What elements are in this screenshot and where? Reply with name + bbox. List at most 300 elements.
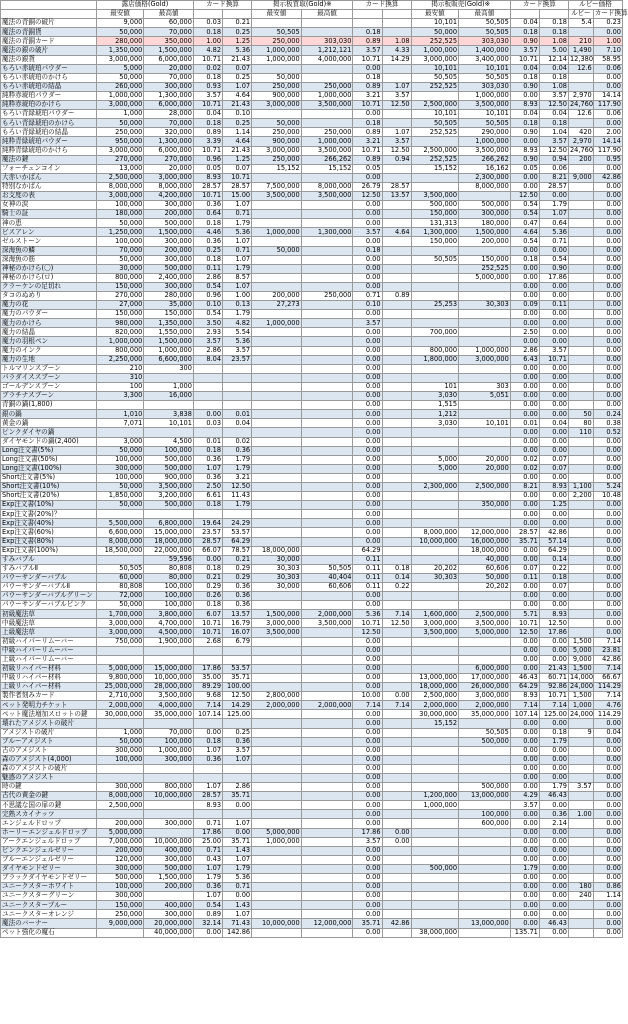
value-cell[interactable]: 0.00	[353, 710, 382, 719]
value-cell[interactable]: 3,000,000	[96, 628, 143, 637]
value-cell[interactable]: 1,000	[96, 728, 143, 737]
value-cell[interactable]	[459, 282, 511, 291]
value-cell[interactable]: 0.64	[539, 219, 568, 228]
value-cell[interactable]: 1.43	[223, 846, 252, 855]
value-cell[interactable]: 0.01	[193, 437, 222, 446]
value-cell[interactable]: 117.90	[593, 146, 622, 155]
value-cell[interactable]: 3,300	[96, 392, 143, 401]
value-cell[interactable]: 5,000,000	[96, 664, 143, 673]
value-cell[interactable]: 14.14	[593, 91, 622, 100]
item-name-cell[interactable]: アメジストの破片	[1, 728, 97, 737]
value-cell[interactable]: 2,000,000	[411, 701, 458, 710]
value-cell[interactable]: 26,000,000	[459, 683, 511, 692]
value-cell[interactable]: 1.00	[568, 810, 593, 819]
value-cell[interactable]	[252, 210, 302, 219]
value-cell[interactable]: 1.43	[223, 901, 252, 910]
value-cell[interactable]: 0.00	[353, 419, 382, 428]
value-cell[interactable]: 600,000	[459, 819, 511, 828]
value-cell[interactable]: 1,900,000	[144, 637, 194, 646]
value-cell[interactable]	[382, 64, 411, 73]
value-cell[interactable]: 20,000,000	[144, 919, 194, 928]
value-cell[interactable]	[568, 910, 593, 919]
value-cell[interactable]	[252, 801, 302, 810]
item-name-cell[interactable]: 魔力のインク	[1, 346, 97, 355]
value-cell[interactable]: 70,000	[144, 728, 194, 737]
value-cell[interactable]	[382, 355, 411, 364]
item-name-cell[interactable]: Exp注文書(10%)	[1, 501, 97, 510]
value-cell[interactable]: 42.86	[382, 919, 411, 928]
value-cell[interactable]	[568, 583, 593, 592]
item-name-cell[interactable]: 魔力のかけら	[1, 319, 97, 328]
item-name-cell[interactable]: 銀の鍋	[1, 410, 97, 419]
value-cell[interactable]: 250,000	[252, 155, 302, 164]
value-cell[interactable]	[411, 828, 458, 837]
value-cell[interactable]: 900,000	[144, 473, 194, 482]
value-cell[interactable]: 80,000	[144, 573, 194, 582]
value-cell[interactable]: 0.00	[510, 892, 539, 901]
value-cell[interactable]: 0.71	[223, 210, 252, 219]
value-cell[interactable]	[382, 928, 411, 937]
value-cell[interactable]: 1.07	[223, 201, 252, 210]
value-cell[interactable]	[252, 592, 302, 601]
value-cell[interactable]: 50,505	[411, 255, 458, 264]
item-name-cell[interactable]: もろい赤琥珀の結晶	[1, 82, 97, 91]
value-cell[interactable]: 150,000	[144, 310, 194, 319]
value-cell[interactable]: 3,000,000	[96, 191, 143, 200]
value-cell[interactable]: 0.00	[593, 464, 622, 473]
value-cell[interactable]: 0.00	[510, 746, 539, 755]
value-cell[interactable]: 0.00	[353, 382, 382, 391]
value-cell[interactable]	[382, 273, 411, 282]
value-cell[interactable]: 300,000	[144, 819, 194, 828]
value-cell[interactable]	[252, 19, 302, 28]
value-cell[interactable]: 500,000	[96, 874, 143, 883]
value-cell[interactable]: 12.6	[568, 110, 593, 119]
value-cell[interactable]: 6,000,000	[144, 55, 194, 64]
value-cell[interactable]: 125.00	[223, 710, 252, 719]
value-cell[interactable]: 2,500,000	[459, 482, 511, 491]
item-name-cell[interactable]: ゴールデンスプーン	[1, 382, 97, 391]
value-cell[interactable]	[223, 764, 252, 773]
value-cell[interactable]: 0.18	[353, 246, 382, 255]
value-cell[interactable]	[301, 783, 353, 792]
value-cell[interactable]: 3.57	[510, 801, 539, 810]
value-cell[interactable]: 1.14	[593, 892, 622, 901]
value-cell[interactable]	[382, 683, 411, 692]
value-cell[interactable]	[96, 764, 143, 773]
value-cell[interactable]: 1.07	[223, 855, 252, 864]
value-cell[interactable]: 15,152	[411, 164, 458, 173]
value-cell[interactable]: 60,000	[144, 19, 194, 28]
item-name-cell[interactable]: ペット強化の魔石	[1, 928, 97, 937]
value-cell[interactable]: 16,000,000	[459, 537, 511, 546]
value-cell[interactable]: 1.79	[223, 310, 252, 319]
value-cell[interactable]: 0.89	[353, 155, 382, 164]
value-cell[interactable]: 20,000	[459, 455, 511, 464]
value-cell[interactable]: 6,000,000	[144, 146, 194, 155]
value-cell[interactable]: 3,500,000	[301, 146, 353, 155]
value-cell[interactable]: 820,000	[96, 328, 143, 337]
value-cell[interactable]: 10,000,000	[411, 537, 458, 546]
value-cell[interactable]: 2,250,000	[96, 355, 143, 364]
value-cell[interactable]: 0.18	[193, 446, 222, 455]
value-cell[interactable]	[144, 810, 194, 819]
item-name-cell[interactable]: 女神の涙	[1, 201, 97, 210]
value-cell[interactable]: 0.00	[593, 282, 622, 291]
value-cell[interactable]: 50,000	[96, 482, 143, 491]
value-cell[interactable]	[411, 737, 458, 746]
value-cell[interactable]: 4.76	[593, 701, 622, 710]
value-cell[interactable]: 3.57	[353, 837, 382, 846]
value-cell[interactable]: 0.04	[539, 110, 568, 119]
item-name-cell[interactable]: パウーサンダーバブルピンク	[1, 601, 97, 610]
value-cell[interactable]	[252, 355, 302, 364]
value-cell[interactable]: 0.94	[382, 155, 411, 164]
value-cell[interactable]: 0.00	[593, 337, 622, 346]
value-cell[interactable]: 0.11	[539, 301, 568, 310]
value-cell[interactable]: 0.00	[353, 64, 382, 73]
value-cell[interactable]	[252, 901, 302, 910]
value-cell[interactable]: 6.61	[193, 492, 222, 501]
value-cell[interactable]: 35,000,000	[459, 710, 511, 719]
value-cell[interactable]: 1.07	[193, 892, 222, 901]
value-cell[interactable]	[382, 910, 411, 919]
value-cell[interactable]	[382, 792, 411, 801]
value-cell[interactable]: 0.00	[539, 846, 568, 855]
value-cell[interactable]	[252, 855, 302, 864]
value-cell[interactable]: 20,000	[144, 64, 194, 73]
value-cell[interactable]: 150,000	[459, 255, 511, 264]
value-cell[interactable]: 0.00	[593, 719, 622, 728]
value-cell[interactable]	[301, 282, 353, 291]
value-cell[interactable]: 20,202	[459, 583, 511, 592]
value-cell[interactable]	[568, 319, 593, 328]
value-cell[interactable]: 0.02	[510, 455, 539, 464]
value-cell[interactable]: 42.86	[539, 528, 568, 537]
value-cell[interactable]: 50,000	[252, 119, 302, 128]
value-cell[interactable]	[411, 373, 458, 382]
value-cell[interactable]: 1,000	[568, 701, 593, 710]
value-cell[interactable]	[382, 255, 411, 264]
value-cell[interactable]	[96, 555, 143, 564]
value-cell[interactable]: 18,500,000	[96, 546, 143, 555]
item-name-cell[interactable]: ダイヤモンドゼリー	[1, 864, 97, 873]
value-cell[interactable]: 1,800,000	[411, 355, 458, 364]
value-cell[interactable]: 0.21	[223, 555, 252, 564]
value-cell[interactable]: 0.18	[510, 73, 539, 82]
value-cell[interactable]: 2,000,000	[301, 610, 353, 619]
value-cell[interactable]: 14.29	[223, 701, 252, 710]
value-cell[interactable]: 0.18	[193, 737, 222, 746]
value-cell[interactable]: 1.07	[223, 255, 252, 264]
value-cell[interactable]: 0.00	[539, 519, 568, 528]
value-cell[interactable]	[301, 492, 353, 501]
value-cell[interactable]: 500,000	[144, 219, 194, 228]
value-cell[interactable]: 0.00	[593, 864, 622, 873]
value-cell[interactable]: 0.54	[193, 282, 222, 291]
value-cell[interactable]: 0.23	[593, 19, 622, 28]
value-cell[interactable]: 0.18	[539, 19, 568, 28]
value-cell[interactable]: 0.18	[510, 255, 539, 264]
value-cell[interactable]: 25.00	[193, 837, 222, 846]
value-cell[interactable]: 0.00	[539, 373, 568, 382]
value-cell[interactable]	[223, 364, 252, 373]
value-cell[interactable]	[144, 828, 194, 837]
value-cell[interactable]: 28.57	[193, 537, 222, 546]
value-cell[interactable]: 0.00	[353, 673, 382, 682]
value-cell[interactable]: 1.79	[510, 864, 539, 873]
value-cell[interactable]	[301, 546, 353, 555]
value-cell[interactable]	[301, 382, 353, 391]
value-cell[interactable]: 53.57	[223, 664, 252, 673]
value-cell[interactable]: 0.00	[510, 273, 539, 282]
value-cell[interactable]	[301, 237, 353, 246]
value-cell[interactable]: 0.00	[593, 310, 622, 319]
value-cell[interactable]: 0.00	[510, 592, 539, 601]
value-cell[interactable]	[301, 201, 353, 210]
value-cell[interactable]: 0.00	[539, 364, 568, 373]
value-cell[interactable]: 10.71	[193, 619, 222, 628]
value-cell[interactable]	[382, 464, 411, 473]
value-cell[interactable]	[252, 810, 302, 819]
value-cell[interactable]: 100,000	[96, 473, 143, 482]
value-cell[interactable]: 0.00	[593, 546, 622, 555]
value-cell[interactable]: 0.00	[353, 601, 382, 610]
item-name-cell[interactable]: Exp注文書(40%)	[1, 519, 97, 528]
value-cell[interactable]: 0.00	[353, 210, 382, 219]
value-cell[interactable]: 1.79	[223, 464, 252, 473]
value-cell[interactable]: 10.71	[353, 101, 382, 110]
value-cell[interactable]: 13,000,000	[459, 919, 511, 928]
value-cell[interactable]: 0.04	[510, 64, 539, 73]
value-cell[interactable]: 4.64	[382, 228, 411, 237]
value-cell[interactable]	[301, 464, 353, 473]
value-cell[interactable]	[252, 337, 302, 346]
value-cell[interactable]: 0.00	[539, 328, 568, 337]
value-cell[interactable]: 240	[568, 892, 593, 901]
value-cell[interactable]: 6,600,000	[144, 355, 194, 364]
value-cell[interactable]	[301, 310, 353, 319]
value-cell[interactable]	[301, 828, 353, 837]
value-cell[interactable]	[252, 401, 302, 410]
value-cell[interactable]: 1.07	[223, 819, 252, 828]
value-cell[interactable]	[193, 401, 222, 410]
value-cell[interactable]	[459, 646, 511, 655]
value-cell[interactable]: 30,000	[96, 264, 143, 273]
value-cell[interactable]: 2,400,000	[144, 273, 194, 282]
value-cell[interactable]	[223, 373, 252, 382]
value-cell[interactable]: 4.46	[193, 228, 222, 237]
value-cell[interactable]: 35.71	[223, 792, 252, 801]
value-cell[interactable]: 12,380	[569, 54, 594, 63]
value-cell[interactable]: 8,000,000	[144, 182, 194, 191]
value-cell[interactable]: 13,000,000	[411, 673, 458, 682]
item-name-cell[interactable]: 青銅の鍋(1,800)	[1, 401, 97, 410]
value-cell[interactable]: 35.71	[223, 673, 252, 682]
value-cell[interactable]: 0.00	[539, 874, 568, 883]
value-cell[interactable]: 1,212	[411, 410, 458, 419]
value-cell[interactable]: 0.00	[539, 382, 568, 391]
value-cell[interactable]: 50,000	[96, 28, 143, 37]
value-cell[interactable]: 1,500,000	[144, 337, 194, 346]
value-cell[interactable]: 3,000,000	[96, 55, 143, 64]
value-cell[interactable]: 0.00	[353, 237, 382, 246]
value-cell[interactable]: 1,600,000	[411, 610, 458, 619]
value-cell[interactable]	[252, 501, 302, 510]
value-cell[interactable]: 0.22	[382, 583, 411, 592]
value-cell[interactable]: 0.00	[353, 392, 382, 401]
value-cell[interactable]: 8,000,000	[96, 537, 143, 546]
value-cell[interactable]: 0.00	[593, 201, 622, 210]
value-cell[interactable]: 0.36	[223, 592, 252, 601]
value-cell[interactable]	[459, 764, 511, 773]
value-cell[interactable]: 0.00	[539, 755, 568, 764]
value-cell[interactable]	[252, 846, 302, 855]
value-cell[interactable]: 10,000,000	[144, 792, 194, 801]
value-cell[interactable]: 50,000	[96, 119, 143, 128]
value-cell[interactable]: 0.00	[353, 892, 382, 901]
value-cell[interactable]: 0.00	[593, 573, 622, 582]
value-cell[interactable]: 0.00	[593, 119, 622, 128]
item-name-cell[interactable]: Exp注文書(100%)	[1, 546, 97, 555]
value-cell[interactable]: 42.86	[593, 655, 622, 664]
value-cell[interactable]: 0.00	[593, 246, 622, 255]
value-cell[interactable]: 30,000	[252, 583, 302, 592]
value-cell[interactable]: 0.00	[593, 919, 622, 928]
value-cell[interactable]: 0.10	[193, 301, 222, 310]
value-cell[interactable]	[382, 864, 411, 873]
value-cell[interactable]: 900,000	[252, 91, 302, 100]
value-cell[interactable]	[252, 783, 302, 792]
value-cell[interactable]: 0.00	[510, 719, 539, 728]
value-cell[interactable]	[301, 337, 353, 346]
value-cell[interactable]	[568, 855, 593, 864]
value-cell[interactable]: 300,000	[144, 237, 194, 246]
value-cell[interactable]: 17.86	[353, 828, 382, 837]
value-cell[interactable]	[252, 492, 302, 501]
value-cell[interactable]: 1,100	[568, 482, 593, 491]
value-cell[interactable]: 0.00	[539, 719, 568, 728]
value-cell[interactable]	[301, 19, 353, 28]
value-cell[interactable]: 0.18	[539, 728, 568, 737]
value-cell[interactable]	[382, 546, 411, 555]
item-name-cell[interactable]: Exp注文書(60%)	[1, 528, 97, 537]
value-cell[interactable]: 101	[411, 382, 458, 391]
value-cell[interactable]: 15,152	[252, 164, 302, 173]
item-name-cell[interactable]: もろい青緑琥珀のかけら	[1, 119, 97, 128]
value-cell[interactable]: 0.00	[353, 928, 382, 937]
value-cell[interactable]: 59,596	[144, 555, 194, 564]
value-cell[interactable]: 0.00	[353, 428, 382, 437]
value-cell[interactable]	[568, 755, 593, 764]
value-cell[interactable]: 0.00	[593, 519, 622, 528]
item-name-cell[interactable]: ユニークスターグリーン	[1, 892, 97, 901]
value-cell[interactable]: 0.00	[510, 601, 539, 610]
value-cell[interactable]	[252, 173, 302, 182]
value-cell[interactable]: 0.00	[510, 646, 539, 655]
value-cell[interactable]: 13.57	[223, 610, 252, 619]
value-cell[interactable]: 18,000,000	[459, 546, 511, 555]
value-cell[interactable]	[411, 182, 458, 191]
value-cell[interactable]	[568, 373, 593, 382]
value-cell[interactable]: 0.00	[382, 692, 411, 701]
value-cell[interactable]	[568, 719, 593, 728]
item-name-cell[interactable]: 魅惑のアメジスト	[1, 773, 97, 782]
value-cell[interactable]	[144, 801, 194, 810]
value-cell[interactable]	[459, 846, 511, 855]
value-cell[interactable]: 800,000	[411, 346, 458, 355]
value-cell[interactable]: 0.00	[353, 264, 382, 273]
value-cell[interactable]	[568, 819, 593, 828]
value-cell[interactable]: 10.71	[193, 191, 222, 200]
value-cell[interactable]	[411, 137, 458, 146]
value-cell[interactable]: 1.25	[539, 501, 568, 510]
value-cell[interactable]	[301, 746, 353, 755]
value-cell[interactable]: 10.71	[353, 55, 382, 64]
value-cell[interactable]	[144, 655, 194, 664]
value-cell[interactable]: 252,525	[459, 264, 511, 273]
value-cell[interactable]: 300,000	[96, 892, 143, 901]
value-cell[interactable]	[568, 746, 593, 755]
value-cell[interactable]: 0.90	[510, 82, 539, 91]
value-cell[interactable]: 0.00	[510, 501, 539, 510]
value-cell[interactable]: 2.14	[539, 819, 568, 828]
value-cell[interactable]	[301, 373, 353, 382]
value-cell[interactable]: 17.86	[539, 273, 568, 282]
value-cell[interactable]: 0.00	[510, 364, 539, 373]
value-cell[interactable]: 0.00	[353, 855, 382, 864]
value-cell[interactable]: 12.50	[353, 628, 382, 637]
value-cell[interactable]: 0.89	[193, 910, 222, 919]
value-cell[interactable]: 0.00	[193, 928, 222, 937]
value-cell[interactable]: 1.07	[382, 128, 411, 137]
value-cell[interactable]: 0.00	[593, 592, 622, 601]
item-name-cell[interactable]: Exp注文書(80%)	[1, 537, 97, 546]
value-cell[interactable]: 0.89	[353, 37, 382, 46]
value-cell[interactable]: 0.22	[539, 564, 568, 573]
value-cell[interactable]: 0.00	[193, 555, 222, 564]
value-cell[interactable]: 0.01	[223, 410, 252, 419]
value-cell[interactable]	[568, 601, 593, 610]
value-cell[interactable]: 0.36	[223, 583, 252, 592]
value-cell[interactable]: 200,000	[252, 292, 302, 301]
value-cell[interactable]	[568, 928, 593, 937]
value-cell[interactable]: 12.50	[382, 146, 411, 155]
value-cell[interactable]: 80	[568, 419, 593, 428]
value-cell[interactable]: 0.00	[353, 455, 382, 464]
value-cell[interactable]: 0.00	[593, 810, 622, 819]
value-cell[interactable]	[144, 764, 194, 773]
value-cell[interactable]: 19.64	[193, 519, 222, 528]
value-cell[interactable]: 1,000,000	[252, 46, 302, 55]
value-cell[interactable]: 0.00	[593, 901, 622, 910]
item-name-cell[interactable]: ビスアレン	[1, 228, 97, 237]
value-cell[interactable]: 0.11	[353, 564, 382, 573]
item-name-cell[interactable]: Short注文書(10%)	[1, 482, 97, 491]
value-cell[interactable]: 1.14	[223, 128, 252, 137]
value-cell[interactable]	[382, 428, 411, 437]
value-cell[interactable]: 0.52	[593, 428, 622, 437]
value-cell[interactable]: 1.79	[223, 264, 252, 273]
value-cell[interactable]: 8.93	[193, 173, 222, 182]
value-cell[interactable]: 21.43	[539, 664, 568, 673]
value-cell[interactable]	[252, 928, 302, 937]
value-cell[interactable]	[301, 837, 353, 846]
item-name-cell[interactable]: すみバブルⅡ	[1, 564, 97, 573]
value-cell[interactable]: 250,000	[301, 128, 353, 137]
value-cell[interactable]: 0.00	[510, 137, 539, 146]
value-cell[interactable]: 7.14	[382, 701, 411, 710]
